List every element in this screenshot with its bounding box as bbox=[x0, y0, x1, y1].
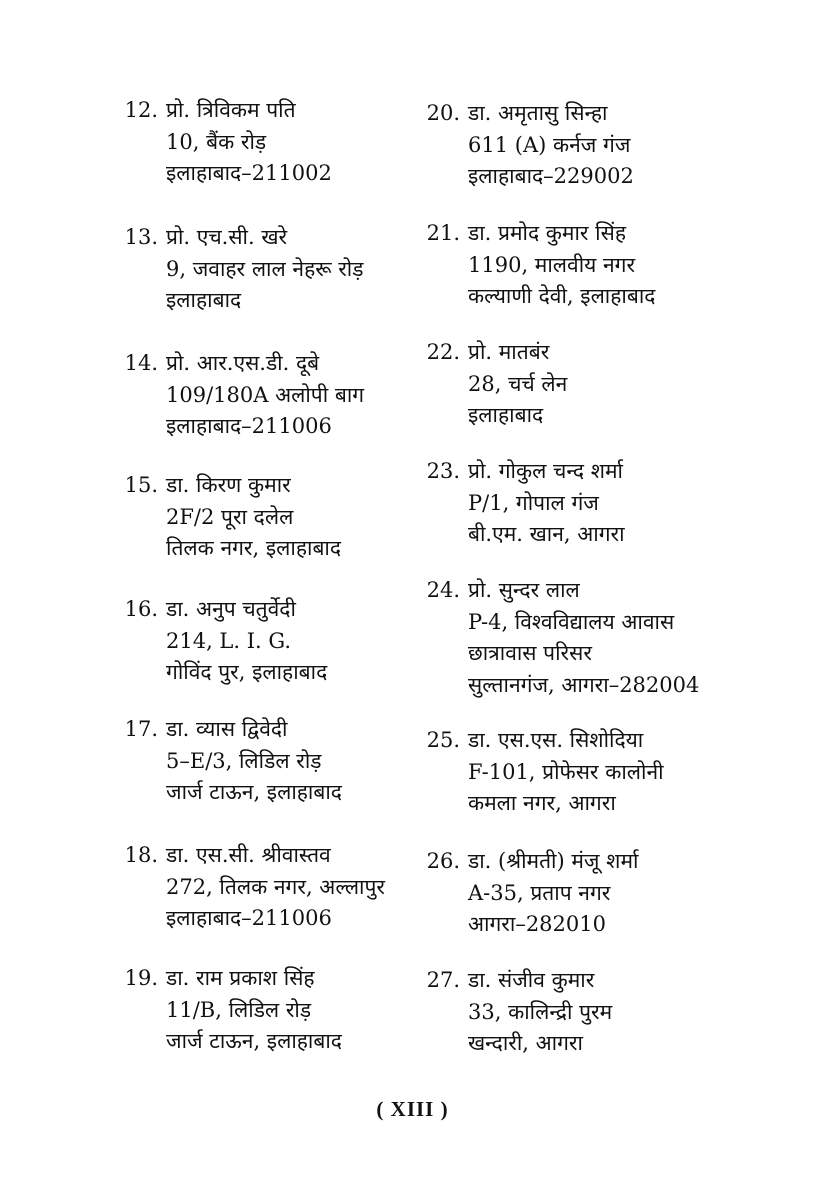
address-line: P/1, गोपाल गंज bbox=[468, 490, 599, 515]
address-entry bbox=[426, 965, 613, 1060]
address-entry bbox=[426, 218, 656, 313]
entry-name: प्रो. त्रिविकम पति bbox=[166, 98, 296, 122]
entry-number: 13. bbox=[124, 225, 158, 249]
address-line: तिलक नगर, इलाहाबाद bbox=[166, 536, 342, 560]
entry-heading bbox=[426, 456, 625, 488]
entry-number: 16. bbox=[124, 597, 158, 621]
address-line: गोविंद पुर, इलाहाबाद bbox=[166, 660, 328, 684]
entry-heading bbox=[426, 218, 655, 250]
address-line: 5–E/3, लिडिल रोड़ bbox=[166, 748, 322, 773]
entry-name: प्रो. गोकुल चन्द शर्मा bbox=[468, 459, 623, 483]
entry-heading bbox=[426, 965, 612, 997]
address-line: कमला नगर, आगरा bbox=[468, 791, 616, 815]
entry-number: 25. bbox=[426, 728, 460, 752]
address-line: 109/180A अलोपी बाग bbox=[166, 382, 365, 407]
entry-name: प्रो. एच.सी. खरे bbox=[166, 225, 288, 249]
address-line: P-4, विश्वविद्यालय आवास bbox=[468, 609, 675, 634]
entry-number: 14. bbox=[124, 351, 158, 375]
entry-name: डा. संजीव कुमार bbox=[468, 968, 595, 992]
address-entry bbox=[426, 337, 568, 432]
address-entry bbox=[426, 98, 634, 193]
entry-heading bbox=[426, 575, 699, 607]
entry-heading bbox=[124, 95, 332, 127]
address-line: कल्याणी देवी, इलाहाबाद bbox=[468, 284, 656, 308]
address-entry bbox=[124, 470, 342, 565]
address-line: 2F/2 पूरा दलेल bbox=[166, 504, 294, 529]
entry-heading bbox=[426, 846, 639, 878]
entry-heading bbox=[124, 963, 342, 995]
entry-name: प्रो. सुन्दर लाल bbox=[468, 578, 580, 602]
entry-number: 17. bbox=[124, 717, 158, 741]
entry-number: 23. bbox=[426, 459, 460, 483]
address-line: इलाहाबाद–211006 bbox=[166, 414, 332, 438]
entry-heading bbox=[124, 840, 385, 872]
entry-name: डा. अनुप चतुर्वेदी bbox=[166, 597, 296, 621]
entry-heading bbox=[124, 222, 363, 254]
address-line: छात्रावास परिसर bbox=[468, 641, 592, 665]
entry-number: 19. bbox=[124, 966, 158, 990]
address-line: इलाहाबाद–211002 bbox=[166, 161, 332, 185]
entry-heading bbox=[124, 594, 327, 626]
address-line: जार्ज टाऊन, इलाहाबाद bbox=[166, 1029, 342, 1053]
entry-number: 12. bbox=[124, 98, 158, 122]
address-line: 611 (A) कर्नज गंज bbox=[468, 132, 631, 157]
address-line: इलाहाबाद–229002 bbox=[468, 164, 634, 188]
entry-name: डा. एस.एस. सिशोदिया bbox=[468, 728, 644, 752]
entry-number: 26. bbox=[426, 849, 460, 873]
address-line: 10, बैंक रोड़ bbox=[166, 129, 267, 154]
entry-name: प्रो. आर.एस.डी. दूबे bbox=[166, 351, 320, 375]
address-entry bbox=[124, 963, 342, 1058]
address-line: खन्दारी, आगरा bbox=[468, 1031, 583, 1055]
entry-name: डा. (श्रीमती) मंजू शर्मा bbox=[468, 849, 639, 873]
entry-heading bbox=[124, 348, 364, 380]
address-line: 9, जवाहर लाल नेहरू रोड़ bbox=[166, 256, 364, 281]
entry-heading bbox=[426, 725, 664, 757]
address-entry bbox=[124, 348, 365, 443]
address-entry bbox=[426, 725, 664, 820]
address-entry bbox=[124, 95, 332, 190]
entry-number: 27. bbox=[426, 968, 460, 992]
entry-heading bbox=[426, 337, 567, 369]
entry-number: 18. bbox=[124, 843, 158, 867]
entry-heading bbox=[124, 714, 342, 746]
address-line: बी.एम. खान, आगरा bbox=[468, 522, 625, 546]
address-entry bbox=[426, 846, 639, 941]
address-line: सुल्तानगंज, आगरा–282004 bbox=[468, 672, 700, 697]
address-line: 28, चर्च लेन bbox=[468, 371, 568, 396]
address-line: इलाहाबाद bbox=[468, 403, 544, 427]
address-entry bbox=[124, 594, 328, 689]
address-entry bbox=[124, 840, 386, 935]
address-entry bbox=[426, 575, 700, 701]
entry-name: प्रो. मातबंर bbox=[468, 340, 550, 364]
entry-number: 15. bbox=[124, 473, 158, 497]
address-line: 214, L. I. G. bbox=[166, 628, 292, 653]
address-line: जार्ज टाऊन, इलाहाबाद bbox=[166, 780, 342, 804]
entry-name: डा. अमृतासु सिन्हा bbox=[468, 101, 608, 125]
entry-name: डा. प्रमोद कुमार सिंह bbox=[468, 221, 626, 245]
address-entry bbox=[124, 222, 364, 317]
address-line: इलाहाबाद bbox=[166, 288, 242, 312]
address-line: F-101, प्रोफेसर कालोनी bbox=[468, 759, 664, 784]
entry-heading bbox=[426, 98, 634, 130]
address-line: इलाहाबाद–211006 bbox=[166, 906, 332, 930]
page-number: ( XIII ) bbox=[376, 1097, 449, 1121]
entry-name: डा. एस.सी. श्रीवास्तव bbox=[166, 843, 331, 867]
address-entry bbox=[124, 714, 342, 809]
entry-number: 21. bbox=[426, 221, 460, 245]
entry-number: 20. bbox=[426, 101, 460, 125]
address-line: 1190, मालवीय नगर bbox=[468, 252, 636, 277]
address-line: A-35, प्रताप नगर bbox=[468, 880, 611, 905]
entry-number: 22. bbox=[426, 340, 460, 364]
address-line: 33, कालिन्द्री पुरम bbox=[468, 999, 613, 1024]
address-entry bbox=[426, 456, 625, 551]
entry-heading bbox=[124, 470, 341, 502]
entry-name: डा. किरण कुमार bbox=[166, 473, 291, 497]
entry-name: डा. राम प्रकाश सिंह bbox=[166, 966, 315, 990]
entry-name: डा. व्यास द्विवेदी bbox=[166, 717, 288, 741]
address-line: आगरा–282010 bbox=[468, 912, 606, 936]
address-line: 11/B, लिडिल रोड़ bbox=[166, 997, 312, 1022]
address-line: 272, तिलक नगर, अल्लापुर bbox=[166, 874, 386, 899]
entry-number: 24. bbox=[426, 578, 460, 602]
